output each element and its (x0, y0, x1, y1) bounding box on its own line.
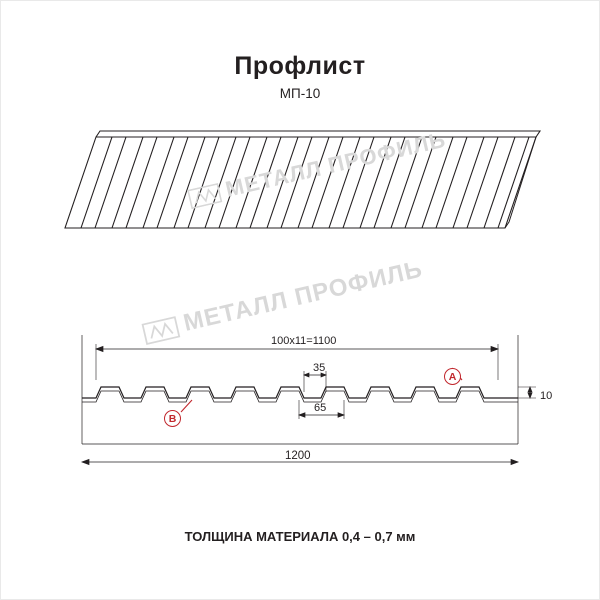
dimension-rib-bottom-width: 65 (314, 402, 327, 414)
watermark-text: МЕТАЛЛ ПРОФИЛЬ (180, 255, 426, 337)
callout-b: B (164, 410, 181, 427)
material-thickness-note: ТОЛЩИНА МАТЕРИАЛА 0,4 – 0,7 мм (184, 529, 416, 544)
product-code: МП-10 (279, 86, 321, 101)
cross-section-profile (82, 335, 518, 444)
watermark-text: МЕТАЛЛ ПРОФИЛЬ (223, 126, 449, 202)
page-title: Профлист (234, 52, 366, 80)
dimension-overall-width: 1200 (285, 450, 311, 462)
dimension-top-span: 100x11=1100 (271, 335, 337, 347)
dimension-height: 10 (540, 390, 553, 402)
dimension-lines (82, 344, 536, 465)
callout-a: A (444, 368, 461, 385)
metall-profil-logo-icon (141, 315, 181, 345)
dimension-rib-top-width: 35 (313, 362, 326, 374)
